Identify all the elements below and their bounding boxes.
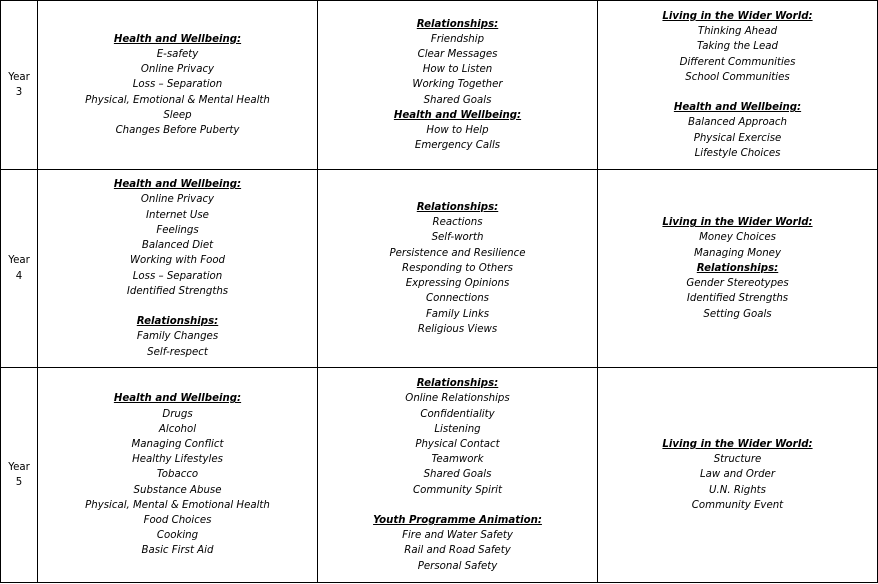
topic-item: Responding to Others xyxy=(402,262,513,274)
topic-item: Friendship xyxy=(430,33,485,45)
topic-item: Managing Money xyxy=(694,247,781,259)
topic-cell xyxy=(38,1,318,170)
topic-item: Connections xyxy=(426,293,489,305)
year-cell xyxy=(1,170,38,368)
year-number: 5 xyxy=(15,477,23,488)
topic-cell xyxy=(318,1,598,170)
topic-item: Emergency Calls xyxy=(414,140,501,152)
topic-item: Balanced Diet xyxy=(141,240,214,252)
topic-item: Community Spirit xyxy=(413,484,502,496)
topic-cell xyxy=(598,1,878,170)
topic-cell xyxy=(598,368,878,583)
topic-item: Alcohol xyxy=(158,423,197,435)
topic-item: Tobacco xyxy=(156,469,199,481)
topic-item: Money Choices xyxy=(699,232,776,244)
topic-item: Balanced Approach xyxy=(688,117,787,129)
year-number: 4 xyxy=(15,270,23,282)
topic-item: Thinking Ahead xyxy=(697,26,778,38)
topic-item: Structure xyxy=(713,454,762,466)
table-row xyxy=(1,170,878,368)
topic-item: Expressing Opinions xyxy=(405,278,510,290)
year-label: Year xyxy=(8,461,30,473)
topic-item: Self-worth xyxy=(431,232,484,244)
topic-item: Rail and Road Safety xyxy=(404,545,511,557)
spacer xyxy=(598,85,877,100)
topic-item: Religious Views xyxy=(417,323,498,335)
section-heading: Relationships: xyxy=(416,378,499,390)
topic-cell xyxy=(38,368,318,583)
topic-item: Shared Goals xyxy=(423,94,492,106)
topic-item: Physical Contact xyxy=(415,439,500,450)
topic-item: Online Privacy xyxy=(140,194,215,206)
topic-item: Law and Order xyxy=(699,469,776,481)
topic-cell xyxy=(38,170,318,368)
topic-item: How to Help xyxy=(426,125,489,136)
topic-item: Setting Goals xyxy=(703,308,772,320)
section-heading: Health and Wellbeing: xyxy=(113,33,242,45)
topic-item: Listening xyxy=(434,423,481,435)
topic-item: Sleep xyxy=(163,109,192,121)
topic-item: Shared Goals xyxy=(423,469,492,481)
topic-item: Different Communities xyxy=(679,56,796,68)
topic-item: Self-respect xyxy=(147,346,208,358)
topic-item: Healthy Lifestyles xyxy=(132,454,223,466)
spacer xyxy=(38,299,317,314)
section-heading: Relationships: xyxy=(416,202,499,214)
topic-item: Online Privacy xyxy=(140,64,215,76)
topic-item: Taking the Lead xyxy=(697,41,778,53)
section-heading: Youth Programme Animation: xyxy=(373,515,542,526)
section-heading: Health and Wellbeing: xyxy=(113,393,242,405)
topic-item: Changes Before Puberty xyxy=(115,125,240,136)
topic-item: Gender Stereotypes xyxy=(686,278,789,290)
topic-item: Working with Food xyxy=(129,255,226,267)
section-heading: Health and Wellbeing: xyxy=(393,109,522,121)
topic-item: Working Together xyxy=(412,79,503,91)
topic-cell xyxy=(318,368,598,583)
section-heading: Relationships: xyxy=(136,316,219,328)
topic-item: Persistence and Resilience xyxy=(389,247,526,259)
topic-item: Identified Strengths xyxy=(126,285,229,297)
topic-item: Substance Abuse xyxy=(133,484,222,496)
curriculum-table-body xyxy=(1,1,878,583)
section-heading: Relationships: xyxy=(416,18,499,30)
topic-item: Internet Use xyxy=(146,209,209,221)
topic-cell xyxy=(318,170,598,368)
topic-item: Loss – Separation xyxy=(132,79,223,91)
section-heading: Living in the Wider World: xyxy=(662,10,813,22)
year-cell xyxy=(1,368,38,583)
topic-item: Identified Strengths xyxy=(686,293,789,305)
year-cell xyxy=(1,1,38,170)
spacer xyxy=(318,498,597,513)
topic-item: Managing Conflict xyxy=(131,438,224,450)
topic-item: Confidentiality xyxy=(420,408,495,420)
topic-item: Reactions xyxy=(432,217,483,229)
section-heading: Relationships: xyxy=(696,262,779,274)
topic-item: Physical Exercise xyxy=(693,132,782,144)
topic-item: U.N. Rights xyxy=(709,484,766,496)
topic-item: Clear Messages xyxy=(417,48,498,60)
topic-item: Family Changes xyxy=(136,331,219,343)
topic-item: Drugs xyxy=(162,408,193,420)
topic-item: Community Event xyxy=(691,499,784,511)
topic-item: Teamwork xyxy=(431,454,484,466)
table-row xyxy=(1,368,878,583)
section-heading: Health and Wellbeing: xyxy=(113,179,242,191)
topic-item: Online Relationships xyxy=(405,393,510,405)
topic-item: Family Links xyxy=(425,308,490,320)
topic-item: Feelings xyxy=(156,224,199,236)
topic-item: Loss – Separation xyxy=(132,270,223,282)
topic-item: Basic First Aid xyxy=(141,545,214,557)
table-row xyxy=(1,1,878,170)
topic-item: Physical, Emotional & Mental Health xyxy=(85,94,270,106)
topic-item: School Communities xyxy=(685,71,790,83)
topic-item: How to Listen xyxy=(422,64,493,76)
topic-item: Cooking xyxy=(156,530,199,542)
topic-item: Physical, Mental & Emotional Health xyxy=(85,499,270,511)
topic-item: Lifestyle Choices xyxy=(694,147,781,159)
section-heading: Living in the Wider World: xyxy=(662,438,813,450)
topic-item: E-safety xyxy=(156,48,199,60)
year-label: Year xyxy=(8,71,30,83)
topic-cell xyxy=(598,170,878,368)
section-heading: Living in the Wider World: xyxy=(662,217,813,229)
year-label: Year xyxy=(8,255,30,267)
year-number: 3 xyxy=(15,87,23,98)
topic-item: Fire and Water Safety xyxy=(402,530,513,542)
topic-item: Food Choices xyxy=(143,515,212,526)
topic-item: Personal Safety xyxy=(417,560,498,572)
section-heading: Health and Wellbeing: xyxy=(673,102,802,114)
